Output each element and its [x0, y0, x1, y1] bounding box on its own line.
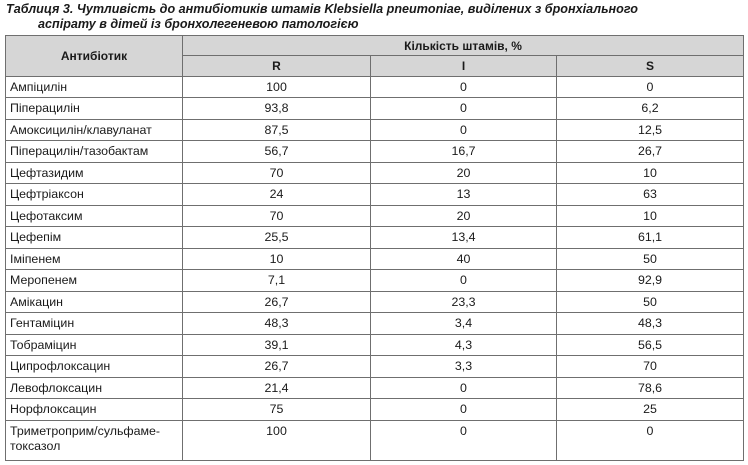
table-row: [6, 420, 744, 460]
i-value-cell: 0: [371, 76, 557, 98]
r-value-cell: 100: [183, 420, 371, 460]
r-value-cell: 87,5: [183, 119, 371, 141]
table-row: [6, 184, 744, 206]
antibiotic-name-cell: Гентаміцин: [6, 313, 183, 335]
antibiotic-name-cell: Меропенем: [6, 270, 183, 292]
r-value-cell: 39,1: [183, 334, 371, 356]
antibiotic-name-cell: Цефтріаксон: [6, 184, 183, 206]
i-value-cell: 13: [371, 184, 557, 206]
antibiotic-name-cell: Цефотаксим: [6, 205, 183, 227]
r-value-cell: 26,7: [183, 291, 371, 313]
table-row: [6, 356, 744, 378]
antibiotic-name-cell: Амоксицилін/клавуланат: [6, 119, 183, 141]
s-value-cell: 50: [557, 248, 744, 270]
antibiotic-name-cell: Цефтазидим: [6, 162, 183, 184]
header-s: S: [557, 56, 744, 77]
s-value-cell: 78,6: [557, 377, 744, 399]
r-value-cell: 10: [183, 248, 371, 270]
table-body: [6, 76, 744, 460]
header-r: R: [183, 56, 371, 77]
r-value-cell: 56,7: [183, 141, 371, 163]
table-row: [6, 377, 744, 399]
caption-line-1: Таблиця 3. Чутливість до антибіотиків штамів Klebsiella pneumoniae, виділених з бронхіального: [6, 2, 638, 16]
i-value-cell: 0: [371, 420, 557, 460]
i-value-cell: 40: [371, 248, 557, 270]
antibiotic-name-cell: Амікацин: [6, 291, 183, 313]
s-value-cell: 61,1: [557, 227, 744, 249]
s-value-cell: 25: [557, 399, 744, 421]
r-value-cell: 48,3: [183, 313, 371, 335]
table-row: [6, 248, 744, 270]
i-value-cell: 16,7: [371, 141, 557, 163]
table-row: [6, 334, 744, 356]
table-row: [6, 76, 744, 98]
table-row: [6, 399, 744, 421]
antibiotic-name-cell: Триметроприм/сульфаме- токсазол: [6, 420, 183, 460]
r-value-cell: 26,7: [183, 356, 371, 378]
i-value-cell: 20: [371, 205, 557, 227]
i-value-cell: 23,3: [371, 291, 557, 313]
i-value-cell: 0: [371, 119, 557, 141]
i-value-cell: 3,4: [371, 313, 557, 335]
r-value-cell: 100: [183, 76, 371, 98]
r-value-cell: 93,8: [183, 98, 371, 120]
table-row: [6, 162, 744, 184]
s-value-cell: 63: [557, 184, 744, 206]
antibiotic-name-cell: Іміпенем: [6, 248, 183, 270]
i-value-cell: 0: [371, 399, 557, 421]
table-row: [6, 98, 744, 120]
s-value-cell: 56,5: [557, 334, 744, 356]
r-value-cell: 24: [183, 184, 371, 206]
antibiotic-name-cell: Ампіцилін: [6, 76, 183, 98]
i-value-cell: 0: [371, 377, 557, 399]
table-row: [6, 119, 744, 141]
s-value-cell: 48,3: [557, 313, 744, 335]
s-value-cell: 6,2: [557, 98, 744, 120]
s-value-cell: 92,9: [557, 270, 744, 292]
s-value-cell: 10: [557, 162, 744, 184]
r-value-cell: 21,4: [183, 377, 371, 399]
r-value-cell: 75: [183, 399, 371, 421]
i-value-cell: 3,3: [371, 356, 557, 378]
r-value-cell: 7,1: [183, 270, 371, 292]
antibiotic-name-cell: Ципрофлоксацин: [6, 356, 183, 378]
r-value-cell: 70: [183, 162, 371, 184]
s-value-cell: 26,7: [557, 141, 744, 163]
s-value-cell: 70: [557, 356, 744, 378]
table-caption: [6, 2, 742, 32]
table-row: [6, 141, 744, 163]
i-value-cell: 4,3: [371, 334, 557, 356]
antibiotic-name-cell: Піперацилін/тазобактам: [6, 141, 183, 163]
i-value-cell: 20: [371, 162, 557, 184]
antibiotic-name-cell: Тобраміцин: [6, 334, 183, 356]
s-value-cell: 12,5: [557, 119, 744, 141]
header-row-top: [6, 36, 744, 56]
r-value-cell: 70: [183, 205, 371, 227]
header-strain-count: Кількість штамів, %: [183, 36, 744, 56]
antibiotic-name-cell: Левофлоксацин: [6, 377, 183, 399]
antibiotic-name-cell: Піперацилін: [6, 98, 183, 120]
header-antibiotic: Антибіотик: [6, 36, 183, 77]
s-value-cell: 50: [557, 291, 744, 313]
i-value-cell: 0: [371, 98, 557, 120]
table-row: [6, 313, 744, 335]
antibiotic-name-cell: Цефепім: [6, 227, 183, 249]
r-value-cell: 25,5: [183, 227, 371, 249]
susceptibility-table: [5, 35, 744, 461]
antibiotic-name-cell: Норфлоксацин: [6, 399, 183, 421]
i-value-cell: 13,4: [371, 227, 557, 249]
caption-line-2: аспірату в дітей із бронхолегеневою патологією: [38, 17, 359, 31]
i-value-cell: 0: [371, 270, 557, 292]
header-i: I: [371, 56, 557, 77]
table-row: [6, 291, 744, 313]
table-row: [6, 227, 744, 249]
s-value-cell: 10: [557, 205, 744, 227]
s-value-cell: 0: [557, 76, 744, 98]
table-row: [6, 270, 744, 292]
table-row: [6, 205, 744, 227]
s-value-cell: 0: [557, 420, 744, 460]
